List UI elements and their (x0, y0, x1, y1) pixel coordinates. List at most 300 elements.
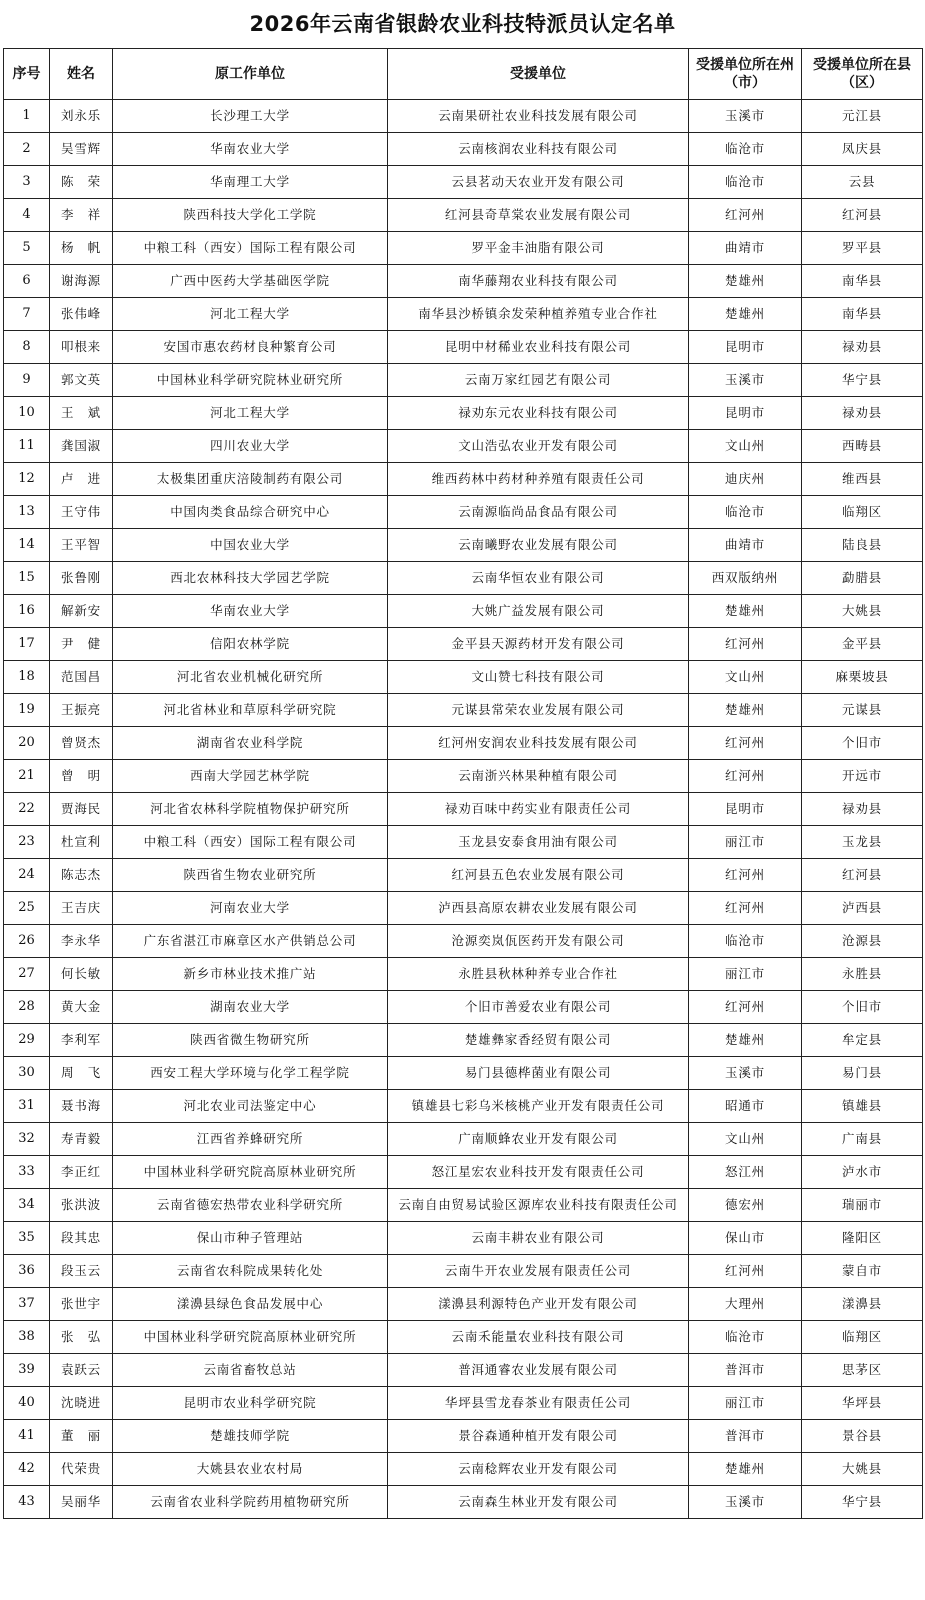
header-name: 姓名 (50, 49, 113, 100)
cell-prefecture: 文山州 (689, 430, 802, 463)
cell-host-unit: 云县茗动天农业开发有限公司 (388, 166, 689, 199)
cell-host-unit: 昆明中材稀业农业科技有限公司 (388, 331, 689, 364)
cell-county: 禄劝县 (802, 397, 923, 430)
cell-original-unit: 云南省农科院成果转化处 (113, 1255, 388, 1288)
cell-host-unit: 云南浙兴林果种植有限公司 (388, 760, 689, 793)
cell-host-unit: 禄劝东元农业科技有限公司 (388, 397, 689, 430)
cell-prefecture: 临沧市 (689, 496, 802, 529)
cell-prefecture: 红河州 (689, 628, 802, 661)
cell-index: 15 (4, 562, 50, 595)
cell-host-unit: 华坪县雪龙春茶业有限责任公司 (388, 1387, 689, 1420)
cell-county: 西畴县 (802, 430, 923, 463)
cell-original-unit: 太极集团重庆涪陵制药有限公司 (113, 463, 388, 496)
cell-original-unit: 保山市种子管理站 (113, 1222, 388, 1255)
cell-name: 李利军 (50, 1024, 113, 1057)
cell-prefecture: 德宏州 (689, 1189, 802, 1222)
table-row (4, 199, 923, 232)
cell-index: 29 (4, 1024, 50, 1057)
cell-county: 陆良县 (802, 529, 923, 562)
cell-index: 2 (4, 133, 50, 166)
cell-original-unit: 中粮工科（西安）国际工程有限公司 (113, 232, 388, 265)
table-row (4, 892, 923, 925)
table-row (4, 1222, 923, 1255)
cell-prefecture: 红河州 (689, 859, 802, 892)
cell-host-unit: 景谷森通种植开发有限公司 (388, 1420, 689, 1453)
cell-original-unit: 江西省养蜂研究所 (113, 1123, 388, 1156)
cell-index: 3 (4, 166, 50, 199)
cell-county: 元谋县 (802, 694, 923, 727)
cell-prefecture: 曲靖市 (689, 232, 802, 265)
cell-index: 31 (4, 1090, 50, 1123)
table-row (4, 1354, 923, 1387)
cell-original-unit: 河北省农林科学院植物保护研究所 (113, 793, 388, 826)
cell-index: 21 (4, 760, 50, 793)
table-row (4, 1387, 923, 1420)
cell-county: 广南县 (802, 1123, 923, 1156)
cell-prefecture: 红河州 (689, 199, 802, 232)
cell-name: 贾海民 (50, 793, 113, 826)
cell-host-unit: 云南自由贸易试验区源库农业科技有限责任公司 (388, 1189, 689, 1222)
cell-name: 周 飞 (50, 1057, 113, 1090)
cell-original-unit: 陕西省生物农业研究所 (113, 859, 388, 892)
cell-original-unit: 河北工程大学 (113, 397, 388, 430)
table-row (4, 397, 923, 430)
cell-county: 大姚县 (802, 1453, 923, 1486)
cell-prefecture: 楚雄州 (689, 595, 802, 628)
cell-index: 42 (4, 1453, 50, 1486)
cell-name: 曾 明 (50, 760, 113, 793)
cell-index: 24 (4, 859, 50, 892)
cell-county: 华宁县 (802, 364, 923, 397)
cell-index: 1 (4, 100, 50, 133)
table-row (4, 265, 923, 298)
cell-index: 11 (4, 430, 50, 463)
table-row (4, 826, 923, 859)
cell-name: 曾贤杰 (50, 727, 113, 760)
cell-name: 尹 健 (50, 628, 113, 661)
table-row (4, 925, 923, 958)
cell-original-unit: 安国市惠农药材良种繁育公司 (113, 331, 388, 364)
table-row (4, 793, 923, 826)
table-row (4, 661, 923, 694)
table-row (4, 430, 923, 463)
cell-index: 33 (4, 1156, 50, 1189)
table-row (4, 1486, 923, 1519)
cell-name: 张鲁刚 (50, 562, 113, 595)
cell-name: 袁跃云 (50, 1354, 113, 1387)
cell-county: 漾濞县 (802, 1288, 923, 1321)
cell-original-unit: 新乡市林业技术推广站 (113, 958, 388, 991)
cell-original-unit: 陕西科技大学化工学院 (113, 199, 388, 232)
table-row (4, 958, 923, 991)
cell-host-unit: 沧源奕岚佤医药开发有限公司 (388, 925, 689, 958)
cell-county: 麻栗坡县 (802, 661, 923, 694)
cell-prefecture: 玉溪市 (689, 1486, 802, 1519)
cell-prefecture: 文山州 (689, 661, 802, 694)
cell-original-unit: 中国林业科学研究院高原林业研究所 (113, 1321, 388, 1354)
cell-name: 张洪波 (50, 1189, 113, 1222)
cell-prefecture: 红河州 (689, 991, 802, 1024)
cell-county: 云县 (802, 166, 923, 199)
cell-name: 张伟峰 (50, 298, 113, 331)
header-original-unit: 原工作单位 (113, 49, 388, 100)
cell-host-unit: 南华藤翔农业科技有限公司 (388, 265, 689, 298)
cell-prefecture: 曲靖市 (689, 529, 802, 562)
cell-host-unit: 罗平金丰油脂有限公司 (388, 232, 689, 265)
cell-county: 金平县 (802, 628, 923, 661)
cell-prefecture: 临沧市 (689, 166, 802, 199)
cell-name: 李永华 (50, 925, 113, 958)
cell-name: 王 斌 (50, 397, 113, 430)
cell-name: 沈晓进 (50, 1387, 113, 1420)
cell-county: 永胜县 (802, 958, 923, 991)
cell-county: 开远市 (802, 760, 923, 793)
cell-name: 陈志杰 (50, 859, 113, 892)
cell-original-unit: 昆明市农业科学研究院 (113, 1387, 388, 1420)
table-row (4, 166, 923, 199)
cell-host-unit: 个旧市善爱农业有限公司 (388, 991, 689, 1024)
cell-name: 吴丽华 (50, 1486, 113, 1519)
cell-prefecture: 大理州 (689, 1288, 802, 1321)
cell-host-unit: 镇雄县七彩乌米核桃产业开发有限责任公司 (388, 1090, 689, 1123)
cell-name: 黄大金 (50, 991, 113, 1024)
cell-county: 临翔区 (802, 1321, 923, 1354)
table-row (4, 1453, 923, 1486)
cell-prefecture: 临沧市 (689, 1321, 802, 1354)
cell-prefecture: 玉溪市 (689, 1057, 802, 1090)
cell-name: 杜宣利 (50, 826, 113, 859)
table-row (4, 727, 923, 760)
cell-county: 凤庆县 (802, 133, 923, 166)
cell-host-unit: 云南森生林业开发有限公司 (388, 1486, 689, 1519)
table-row (4, 1024, 923, 1057)
cell-original-unit: 河北省农业机械化研究所 (113, 661, 388, 694)
cell-county: 个旧市 (802, 991, 923, 1024)
table-row (4, 1189, 923, 1222)
cell-prefecture: 楚雄州 (689, 1024, 802, 1057)
cell-index: 43 (4, 1486, 50, 1519)
cell-index: 17 (4, 628, 50, 661)
cell-original-unit: 华南理工大学 (113, 166, 388, 199)
cell-host-unit: 云南华恒农业有限公司 (388, 562, 689, 595)
cell-prefecture: 普洱市 (689, 1354, 802, 1387)
roster-table (3, 48, 923, 1519)
cell-index: 26 (4, 925, 50, 958)
cell-host-unit: 云南果研社农业科技发展有限公司 (388, 100, 689, 133)
cell-name: 郭文英 (50, 364, 113, 397)
cell-original-unit: 中国农业大学 (113, 529, 388, 562)
cell-name: 王平智 (50, 529, 113, 562)
cell-host-unit: 红河州安润农业科技发展有限公司 (388, 727, 689, 760)
cell-original-unit: 西安工程大学环境与化学工程学院 (113, 1057, 388, 1090)
header-index: 序号 (4, 49, 50, 100)
cell-name: 王吉庆 (50, 892, 113, 925)
table-row (4, 364, 923, 397)
cell-host-unit: 漾濞县利源特色产业开发有限公司 (388, 1288, 689, 1321)
cell-prefecture: 楚雄州 (689, 1453, 802, 1486)
cell-name: 谢海源 (50, 265, 113, 298)
table-header-row (4, 49, 923, 100)
cell-prefecture: 红河州 (689, 892, 802, 925)
cell-county: 红河县 (802, 199, 923, 232)
cell-prefecture: 怒江州 (689, 1156, 802, 1189)
table-row (4, 1420, 923, 1453)
cell-prefecture: 昆明市 (689, 793, 802, 826)
cell-index: 13 (4, 496, 50, 529)
cell-original-unit: 四川农业大学 (113, 430, 388, 463)
cell-host-unit: 泸西县高原农耕农业发展有限公司 (388, 892, 689, 925)
cell-prefecture: 临沧市 (689, 925, 802, 958)
cell-host-unit: 元谋县常荣农业发展有限公司 (388, 694, 689, 727)
table-row (4, 496, 923, 529)
table-body (4, 100, 923, 1519)
cell-county: 临翔区 (802, 496, 923, 529)
table-row (4, 760, 923, 793)
cell-name: 王振亮 (50, 694, 113, 727)
cell-name: 董 丽 (50, 1420, 113, 1453)
cell-original-unit: 中国肉类食品综合研究中心 (113, 496, 388, 529)
cell-name: 张 弘 (50, 1321, 113, 1354)
cell-host-unit: 维西药林中药材种养殖有限责任公司 (388, 463, 689, 496)
cell-name: 段其忠 (50, 1222, 113, 1255)
cell-index: 14 (4, 529, 50, 562)
cell-county: 镇雄县 (802, 1090, 923, 1123)
cell-index: 6 (4, 265, 50, 298)
cell-county: 玉龙县 (802, 826, 923, 859)
cell-prefecture: 丽江市 (689, 1387, 802, 1420)
cell-host-unit: 云南稔辉农业开发有限公司 (388, 1453, 689, 1486)
cell-original-unit: 信阳农林学院 (113, 628, 388, 661)
cell-original-unit: 广西中医药大学基础医学院 (113, 265, 388, 298)
cell-original-unit: 大姚县农业农村局 (113, 1453, 388, 1486)
cell-prefecture: 楚雄州 (689, 694, 802, 727)
cell-original-unit: 中国林业科学研究院林业研究所 (113, 364, 388, 397)
cell-county: 华宁县 (802, 1486, 923, 1519)
cell-original-unit: 河北工程大学 (113, 298, 388, 331)
cell-county: 禄劝县 (802, 793, 923, 826)
cell-index: 34 (4, 1189, 50, 1222)
cell-host-unit: 广南顺蜂农业开发有限公司 (388, 1123, 689, 1156)
cell-index: 37 (4, 1288, 50, 1321)
cell-county: 瑞丽市 (802, 1189, 923, 1222)
cell-prefecture: 玉溪市 (689, 364, 802, 397)
cell-host-unit: 云南牛开农业发展有限责任公司 (388, 1255, 689, 1288)
cell-original-unit: 西南大学园艺林学院 (113, 760, 388, 793)
cell-index: 30 (4, 1057, 50, 1090)
cell-prefecture: 红河州 (689, 727, 802, 760)
table-row (4, 232, 923, 265)
cell-index: 40 (4, 1387, 50, 1420)
cell-name: 叩根来 (50, 331, 113, 364)
cell-county: 红河县 (802, 859, 923, 892)
header-county: 受援单位所在县（区） (802, 49, 923, 100)
cell-county: 蒙自市 (802, 1255, 923, 1288)
cell-county: 大姚县 (802, 595, 923, 628)
cell-prefecture: 楚雄州 (689, 265, 802, 298)
cell-index: 22 (4, 793, 50, 826)
table-row (4, 859, 923, 892)
header-prefecture: 受援单位所在州（市） (689, 49, 802, 100)
cell-index: 25 (4, 892, 50, 925)
cell-original-unit: 云南省畜牧总站 (113, 1354, 388, 1387)
cell-host-unit: 云南源临尚品食品有限公司 (388, 496, 689, 529)
cell-county: 思茅区 (802, 1354, 923, 1387)
cell-index: 20 (4, 727, 50, 760)
table-row (4, 991, 923, 1024)
cell-host-unit: 红河县奇草棠农业发展有限公司 (388, 199, 689, 232)
cell-prefecture: 红河州 (689, 1255, 802, 1288)
cell-original-unit: 湖南农业大学 (113, 991, 388, 1024)
cell-county: 维西县 (802, 463, 923, 496)
table-row (4, 331, 923, 364)
cell-prefecture: 楚雄州 (689, 298, 802, 331)
cell-index: 8 (4, 331, 50, 364)
cell-prefecture: 普洱市 (689, 1420, 802, 1453)
cell-county: 景谷县 (802, 1420, 923, 1453)
cell-index: 27 (4, 958, 50, 991)
cell-original-unit: 云南省农业科学院药用植物研究所 (113, 1486, 388, 1519)
cell-name: 范国昌 (50, 661, 113, 694)
cell-name: 刘永乐 (50, 100, 113, 133)
cell-name: 段玉云 (50, 1255, 113, 1288)
cell-prefecture: 丽江市 (689, 958, 802, 991)
cell-index: 9 (4, 364, 50, 397)
table-row (4, 529, 923, 562)
cell-original-unit: 中粮工科（西安）国际工程有限公司 (113, 826, 388, 859)
cell-name: 王守伟 (50, 496, 113, 529)
cell-original-unit: 长沙理工大学 (113, 100, 388, 133)
cell-host-unit: 文山浩弘农业开发有限公司 (388, 430, 689, 463)
table-row (4, 463, 923, 496)
cell-index: 19 (4, 694, 50, 727)
cell-prefecture: 临沧市 (689, 133, 802, 166)
table-row (4, 694, 923, 727)
cell-county: 勐腊县 (802, 562, 923, 595)
cell-original-unit: 华南农业大学 (113, 133, 388, 166)
cell-index: 18 (4, 661, 50, 694)
cell-original-unit: 陕西省微生物研究所 (113, 1024, 388, 1057)
cell-prefecture: 昭通市 (689, 1090, 802, 1123)
cell-host-unit: 云南核润农业科技有限公司 (388, 133, 689, 166)
cell-host-unit: 金平县天源药材开发有限公司 (388, 628, 689, 661)
cell-original-unit: 河北省林业和草原科学研究院 (113, 694, 388, 727)
cell-index: 23 (4, 826, 50, 859)
cell-prefecture: 保山市 (689, 1222, 802, 1255)
table-row (4, 1156, 923, 1189)
cell-county: 个旧市 (802, 727, 923, 760)
cell-index: 5 (4, 232, 50, 265)
cell-index: 10 (4, 397, 50, 430)
table-row (4, 595, 923, 628)
cell-county: 易门县 (802, 1057, 923, 1090)
cell-original-unit: 西北农林科技大学园艺学院 (113, 562, 388, 595)
cell-host-unit: 怒江星宏农业科技开发有限责任公司 (388, 1156, 689, 1189)
table-row (4, 1321, 923, 1354)
table-row (4, 1123, 923, 1156)
cell-county: 华坪县 (802, 1387, 923, 1420)
cell-prefecture: 玉溪市 (689, 100, 802, 133)
cell-original-unit: 广东省湛江市麻章区水产供销总公司 (113, 925, 388, 958)
cell-original-unit: 楚雄技师学院 (113, 1420, 388, 1453)
cell-name: 解新安 (50, 595, 113, 628)
table-row (4, 1255, 923, 1288)
table-row (4, 298, 923, 331)
cell-prefecture: 文山州 (689, 1123, 802, 1156)
cell-host-unit: 云南丰耕农业有限公司 (388, 1222, 689, 1255)
cell-county: 罗平县 (802, 232, 923, 265)
cell-index: 41 (4, 1420, 50, 1453)
cell-index: 16 (4, 595, 50, 628)
cell-host-unit: 易门县德桦菌业有限公司 (388, 1057, 689, 1090)
cell-name: 聂书海 (50, 1090, 113, 1123)
cell-county: 泸水市 (802, 1156, 923, 1189)
cell-host-unit: 南华县沙桥镇余发荣种植养殖专业合作社 (388, 298, 689, 331)
cell-name: 陈 荣 (50, 166, 113, 199)
cell-host-unit: 禄劝百味中药实业有限责任公司 (388, 793, 689, 826)
document-title: 2026年云南省银龄农业科技特派员认定名单 (249, 12, 676, 36)
cell-prefecture: 昆明市 (689, 397, 802, 430)
cell-host-unit: 玉龙县安泰食用油有限公司 (388, 826, 689, 859)
cell-original-unit: 华南农业大学 (113, 595, 388, 628)
cell-county: 泸西县 (802, 892, 923, 925)
cell-index: 36 (4, 1255, 50, 1288)
cell-original-unit: 中国林业科学研究院高原林业研究所 (113, 1156, 388, 1189)
cell-original-unit: 云南省德宏热带农业科学研究所 (113, 1189, 388, 1222)
cell-original-unit: 漾濞县绿色食品发展中心 (113, 1288, 388, 1321)
cell-name: 卢 进 (50, 463, 113, 496)
cell-host-unit: 大姚广益发展有限公司 (388, 595, 689, 628)
cell-host-unit: 云南禾能量农业科技有限公司 (388, 1321, 689, 1354)
cell-name: 龚国淑 (50, 430, 113, 463)
cell-host-unit: 云南曦野农业发展有限公司 (388, 529, 689, 562)
cell-index: 28 (4, 991, 50, 1024)
cell-original-unit: 河南农业大学 (113, 892, 388, 925)
cell-prefecture: 丽江市 (689, 826, 802, 859)
cell-host-unit: 文山赞七科技有限公司 (388, 661, 689, 694)
table-row (4, 562, 923, 595)
cell-host-unit: 红河县五色农业发展有限公司 (388, 859, 689, 892)
cell-name: 何长敏 (50, 958, 113, 991)
cell-index: 7 (4, 298, 50, 331)
cell-index: 4 (4, 199, 50, 232)
cell-county: 沧源县 (802, 925, 923, 958)
table-row (4, 1057, 923, 1090)
cell-prefecture: 红河州 (689, 760, 802, 793)
cell-county: 牟定县 (802, 1024, 923, 1057)
cell-county: 禄劝县 (802, 331, 923, 364)
cell-name: 李 祥 (50, 199, 113, 232)
cell-prefecture: 西双版纳州 (689, 562, 802, 595)
header-host-unit: 受援单位 (388, 49, 689, 100)
cell-index: 39 (4, 1354, 50, 1387)
cell-county: 隆阳区 (802, 1222, 923, 1255)
cell-prefecture: 昆明市 (689, 331, 802, 364)
cell-host-unit: 永胜县秋林种养专业合作社 (388, 958, 689, 991)
cell-name: 张世宇 (50, 1288, 113, 1321)
cell-original-unit: 河北农业司法鉴定中心 (113, 1090, 388, 1123)
cell-host-unit: 普洱通睿农业发展有限公司 (388, 1354, 689, 1387)
cell-name: 寿青毅 (50, 1123, 113, 1156)
cell-index: 35 (4, 1222, 50, 1255)
cell-prefecture: 迪庆州 (689, 463, 802, 496)
cell-index: 38 (4, 1321, 50, 1354)
cell-index: 12 (4, 463, 50, 496)
cell-name: 李正红 (50, 1156, 113, 1189)
table-row (4, 1288, 923, 1321)
cell-index: 32 (4, 1123, 50, 1156)
cell-name: 代荣贵 (50, 1453, 113, 1486)
cell-name: 吴雪辉 (50, 133, 113, 166)
